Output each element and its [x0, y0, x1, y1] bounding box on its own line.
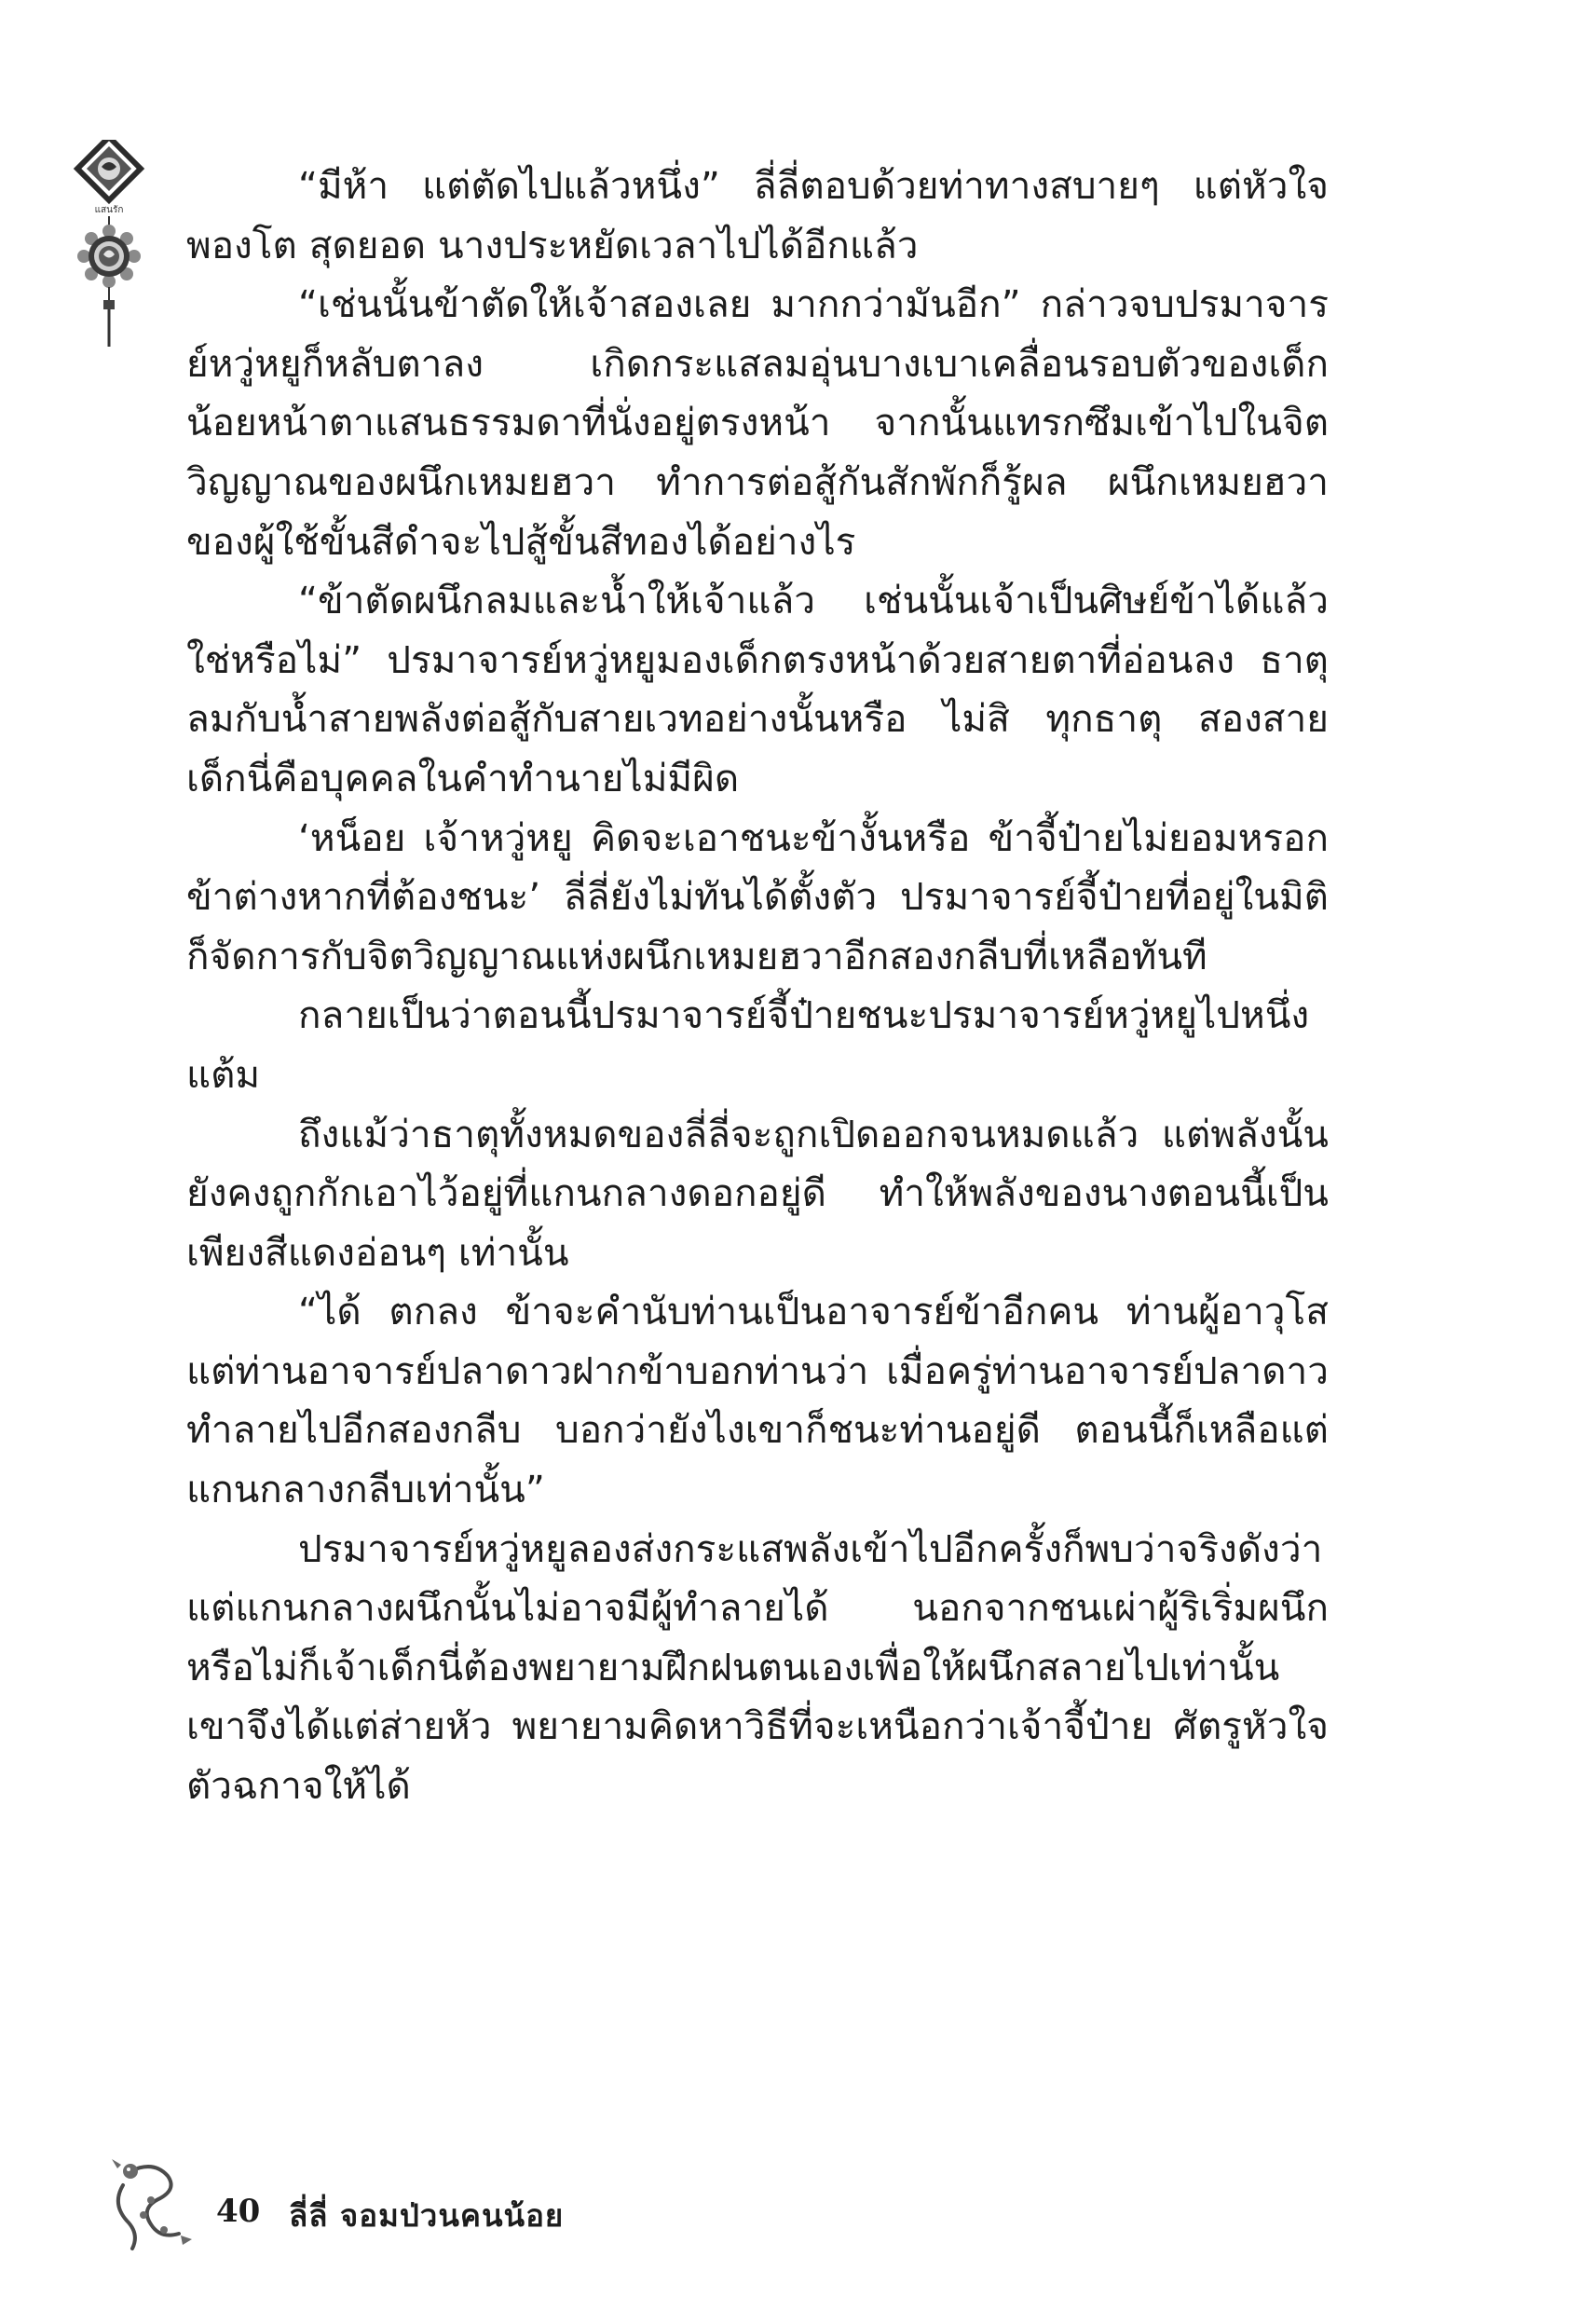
chinese-seal-ornament-icon — [67, 140, 160, 354]
page-footer — [102, 2157, 755, 2255]
book-title: ลี่ลี่ จอมป่วนคนน้อย — [289, 2197, 565, 2234]
paragraph: “ได้ ตกลง ข้าจะคำนับท่านเป็นอาจารย์ข้าอีกคน ท่านผู้อาวุโส แต่ท่านอาจารย์ปลาดาวฝากข้าบอกท่านว่า เมื่อครู่ท่านอาจารย์ปลาดาวทำลายไปอีกสองกลีบ บอกว่ายังไงเขาก็ชนะท่านอยู่ดี ตอนนี้ก็เหลือแต่แกนกลางกลีบเท่านั้น” — [186, 1289, 1329, 1512]
body-text — [186, 157, 1329, 1816]
paragraph: ‘หน็อย เจ้าหวู่หยู คิดจะเอาชนะข้างั้นหรือ ข้าจี้ป๋ายไม่ยอมหรอก ข้าต่างหากที่ต้องชนะ’ ลี่ลี่ยังไม่ทันได้ตั้งตัว ปรมาจารย์จี้ป๋ายที่อยู่ในมิติก็จัดการกับจิตวิญญาณแห่งผนึกเหมยฮวาอีกสองกลีบที่เหลือทันที — [186, 814, 1329, 978]
paragraph: กลายเป็นว่าตอนนี้ปรมาจารย์จี้ป๋ายชนะปรมาจารย์หวู่หยูไปหนึ่งแต้ม — [186, 992, 1310, 1097]
paragraph: ถึงแม้ว่าธาตุทั้งหมดของลี่ลี่จะถูกเปิดออกจนหมดแล้ว แต่พลังนั้นยังคงถูกกักเอาไว้อยู่ที่แกนกลางดอกอยู่ดี ทำให้พลังของนางตอนนี้เป็นเพียงสีแดงอ่อนๆ เท่านั้น — [186, 1111, 1329, 1275]
paragraph: “เช่นนั้นข้าตัดให้เจ้าสองเลย มากกว่ามันอีก” กล่าวจบปรมาจารย์หวู่หยูก็หลับตาลง เกิดกระแสลมอุ่นบางเบาเคลื่อนรอบตัวของเด็กน้อยหน้าตาแสนธรรมดาที่นั่งอยู่ตรงหน้า จากนั้นแทรกซึมเข้าไปในจิตวิญญาณของผนึกเหมยฮวา ทำการต่อสู้กันสักพักก็รู้ผล ผนึกเหมยฮวาของผู้ใช้ขั้นสีดำจะไปสู้ขั้นสีทองได้อย่างไร — [186, 281, 1329, 564]
seal-text: แสนรัก — [94, 205, 124, 215]
dragon-icon — [102, 2157, 196, 2255]
paragraph: ปรมาจารย์หวู่หยูลองส่งกระแสพลังเข้าไปอีกครั้งก็พบว่าจริงดังว่า แต่แกนกลางผนึกนั้นไม่อาจมีผู้ทำลายได้ นอกจากชนเผ่าผู้ริเริ่มผนึก หรือไม่ก็เจ้าเด็กนี่ต้องพยายามฝึกฝนตนเองเพื่อให้ผนึกสลายไปเท่านั้น เขาจึงได้แต่ส่ายหัว พยายามคิดหาวิธีที่จะเหนือกว่าเจ้าจี้ป๋าย ศัตรูหัวใจตัวฉกาจให้ได้ — [186, 1525, 1329, 1809]
page-number: 40 — [216, 2193, 261, 2230]
paragraph: “ข้าตัดผนึกลมและน้ำให้เจ้าแล้ว เช่นนั้นเจ้าเป็นศิษย์ข้าได้แล้วใช่หรือไม่” ปรมาจารย์หวู่หยูมองเด็กตรงหน้าด้วยสายตาที่อ่อนลง ธาตุลมกับน้ำสายพลังต่อสู้กับสายเวทอย่างนั้นหรือ ไม่สิ ทุกธาตุ สองสาย เด็กนี่คือบุคคลในคำทำนายไม่มีผิด — [186, 578, 1329, 800]
paragraph: “มีห้า แต่ตัดไปแล้วหนึ่ง” ลี่ลี่ตอบด้วยท่าทางสบายๆ แต่หัวใจพองโต สุดยอด นางประหยัดเวลาไปได้อีกแล้ว — [186, 163, 1329, 267]
